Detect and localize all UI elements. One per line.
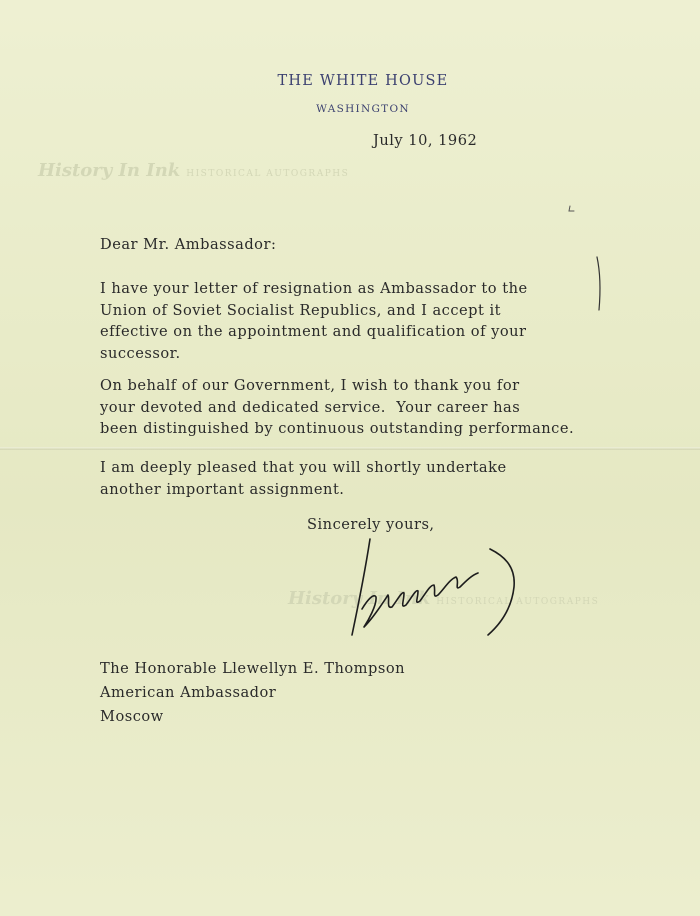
paragraph-line: successor. (100, 345, 181, 363)
paragraph-line: On behalf of our Government, I wish to thank you for (100, 377, 520, 394)
paragraph-resignation (100, 278, 630, 365)
paragraph-thanks (100, 375, 630, 440)
paragraph-line: another important assignment. (100, 480, 345, 498)
paragraph-line: been distinguished by continuous outstanding performance. (100, 420, 575, 438)
handwritten-signature (340, 535, 525, 645)
watermark-brand: History In Ink (288, 588, 431, 609)
paragraph-line: your devoted and dedicated service. Your career has (100, 398, 521, 416)
watermark-top (38, 160, 349, 181)
recipient-city: Moscow (100, 708, 164, 725)
salutation: Dear Mr. Ambassador: (100, 236, 277, 253)
letterhead-title: THE WHITE HOUSE (277, 73, 449, 89)
closing: Sincerely yours, (307, 516, 435, 533)
paragraph-line: Union of Soviet Socialist Republics, and I accept it (100, 301, 502, 319)
recipient-name: The Honorable Llewellyn E. Thompson (100, 660, 406, 677)
recipient-address (100, 657, 405, 729)
paragraph-line: I am deeply pleased that you will shortly undertake (100, 459, 507, 476)
watermark-tagline: HISTORICAL AUTOGRAPHS (436, 597, 600, 607)
watermark-brand: History In Ink (38, 160, 181, 181)
paragraph-new-assignment (100, 457, 630, 500)
recipient-title: American Ambassador (100, 684, 277, 701)
watermark-tagline: HISTORICAL AUTOGRAPHS (186, 169, 350, 179)
letterhead-subtitle: WASHINGTON (316, 103, 410, 115)
paragraph-line: I have your letter of resignation as Ambassador to the (100, 280, 528, 297)
letter-date: July 10, 1962 (373, 132, 478, 149)
pen-tick-mark (566, 203, 578, 215)
paragraph-line: effective on the appointment and qualification of your (100, 323, 527, 341)
paper-fold (0, 447, 700, 450)
